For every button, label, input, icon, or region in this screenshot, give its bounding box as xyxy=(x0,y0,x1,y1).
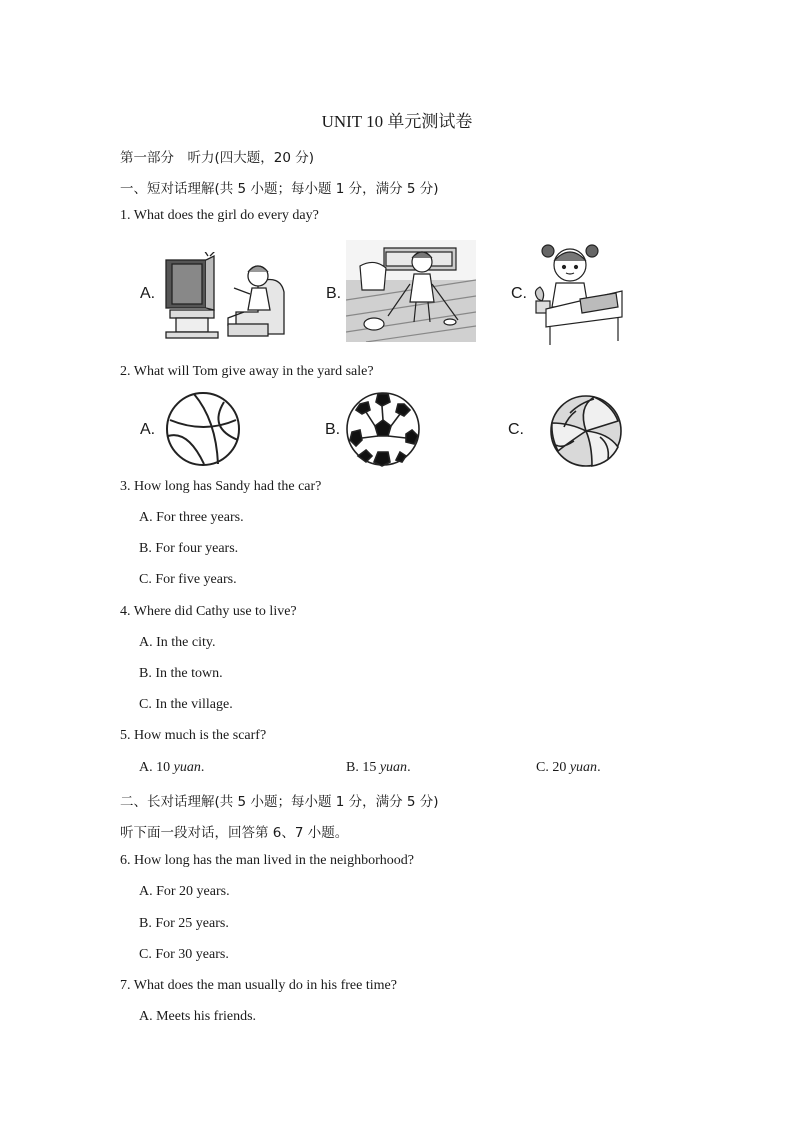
q5-option-b: B. 15 yuan. xyxy=(346,760,411,775)
question-5: 5. How much is the scarf? xyxy=(120,728,267,743)
q3-option-c: C. For five years. xyxy=(139,572,237,587)
q1-option-a-label: A. xyxy=(140,285,156,302)
q2-option-a-label: A. xyxy=(140,421,156,438)
girl-reading-icon xyxy=(530,237,624,347)
q6-option-c: C. For 30 years. xyxy=(139,947,229,962)
soccer-ball-icon xyxy=(344,390,422,468)
q6-option-a: A. For 20 years. xyxy=(139,884,230,899)
girl-watching-tv-icon xyxy=(162,252,290,340)
q2-option-c-label: C. xyxy=(508,421,524,438)
q5-option-c: C. 20 yuan. xyxy=(536,760,601,775)
q4-option-b: B. In the town. xyxy=(139,666,223,681)
q5-option-a: A. 10 yuan. xyxy=(139,760,205,775)
basketball-icon xyxy=(164,390,242,468)
q4-option-a: A. In the city. xyxy=(139,635,216,650)
q3-option-b: B. For four years. xyxy=(139,541,239,556)
question-4: 4. Where did Cathy use to live? xyxy=(120,604,297,619)
q7-option-a: A. Meets his friends. xyxy=(139,1009,257,1024)
instruction: 听下面一段对话，回答第 6、7 小题。 xyxy=(120,825,349,841)
question-1: 1. What does the girl do every day? xyxy=(120,208,319,223)
question-7: 7. What does the man usually do in his free time? xyxy=(120,978,397,993)
volleyball-icon xyxy=(548,393,624,469)
q3-option-a: A. For three years. xyxy=(139,510,244,525)
q6-option-b: B. For 25 years. xyxy=(139,916,229,931)
question-2: 2. What will Tom give away in the yard sale? xyxy=(120,364,374,379)
question-3: 3. How long has Sandy had the car? xyxy=(120,479,322,494)
girl-vacuuming-icon xyxy=(346,240,476,342)
q4-option-c: C. In the village. xyxy=(139,697,233,712)
question-6: 6. How long has the man lived in the neighborhood? xyxy=(120,853,414,868)
page-title: UNIT 10 单元测试卷 xyxy=(321,112,473,131)
q1-option-b-label: B. xyxy=(326,285,342,302)
q1-option-c-label: C. xyxy=(511,285,527,302)
section-heading-1: 一、短对话理解(共 5 小题；每小题 1 分，满分 5 分) xyxy=(120,181,439,197)
part-heading: 第一部分 听力(四大题，20 分) xyxy=(120,150,315,166)
q2-option-b-label: B. xyxy=(325,421,341,438)
section-heading-2: 二、长对话理解(共 5 小题；每小题 1 分，满分 5 分) xyxy=(120,794,439,810)
